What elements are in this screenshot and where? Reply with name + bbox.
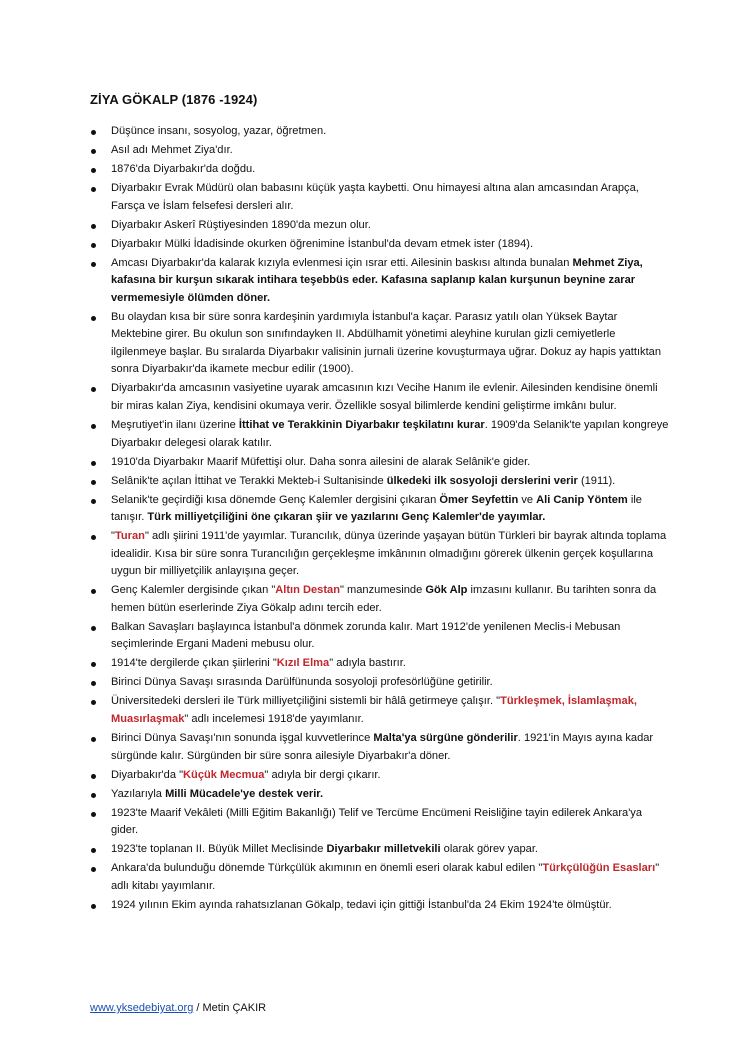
highlight-red-text: Altın Destan — [275, 584, 340, 597]
bullet-icon — [91, 626, 96, 631]
item-text: Yazılarıyla — [111, 787, 166, 800]
item-text: Amcası Diyarbakır'da kalarak kızıyla evlenmesi için ısrar etti. Ailesinin baskısı altında bunalan — [111, 256, 573, 269]
item-text: Birinci Dünya Savaşı sırasında Darülfünunda sosyoloji profesörlüğüne getirilir. — [111, 676, 493, 689]
bullet-icon — [91, 662, 96, 667]
item-text: (1911). — [577, 474, 616, 487]
list-item — [90, 897, 670, 915]
item-text: Balkan Savaşları başlayınca İstanbul'a dönmek zorunda kalır. Mart 1912'de yenilenen Meclis-i Mebusan seçimlerinde Ergani Madeni mebusu olur. — [111, 620, 621, 651]
list-item — [90, 582, 670, 617]
item-text: Üniversitedeki dersleri ile Türk milliyetçiliğini sistemli bir hâlâ getirmeye çalışır. " — [111, 695, 501, 708]
list-item — [90, 473, 670, 491]
highlight-red-text: Turan — [114, 530, 145, 543]
list-item — [90, 454, 670, 472]
item-text: 1910'da Diyarbakır Maarif Müfettişi olur. Daha sonra ailesini de alarak Selânik'e gider. — [111, 455, 531, 468]
list-item — [90, 841, 670, 859]
item-text: 1923'te toplanan II. Büyük Millet Meclisinde — [111, 843, 327, 856]
item-text: " manzumesinde — [340, 584, 426, 597]
bold-text: ülkedeki ilk sosyoloji derslerini verir — [386, 474, 578, 487]
bullet-icon — [91, 480, 96, 485]
item-text: 1876'da Diyarbakır'da doğdu. — [111, 162, 256, 175]
bullet-icon — [91, 262, 96, 267]
item-text: imzasını kullanır. Bu tarihten sonra da hemen bütün eserlerinde Ziya Gökalp adını tercih eder. — [111, 584, 657, 614]
item-text: ile tanışır. — [111, 493, 642, 524]
bold-text: Mehmet Ziya, kafasına bir kurşun sıkarak intihara teşebbüs eder. Kafasına saplanıp kalan kurşunun beynine zarar vermemesiyle ölümden döner. — [111, 256, 643, 304]
list-item — [90, 786, 670, 804]
item-text: " — [111, 530, 115, 543]
bullet-icon — [91, 812, 96, 817]
item-text: . 1921'in Mayıs ayına kadar sürgünde kalır. Sürgünden bir süre sonra ailesiyle Diyarbakır'a döner. — [111, 732, 654, 762]
list-item — [90, 161, 670, 179]
bullet-icon — [91, 867, 96, 872]
list-item — [90, 619, 670, 654]
bullet-icon — [91, 168, 96, 173]
bullet-icon — [91, 424, 96, 429]
bullet-icon — [91, 149, 96, 154]
list-item — [90, 255, 670, 308]
bold-text: Ali Canip Yöntem — [536, 493, 628, 506]
item-text: olarak görev yapar. — [440, 843, 539, 856]
footer-author: / Metin ÇAKIR — [193, 1002, 267, 1014]
item-text: Diyarbakır Evrak Müdürü olan babasını küçük yaşta kaybetti. Onu himayesi altına alan amcasından Arapça, Farsça ve İslam felsefesi dersleri alır. — [111, 181, 639, 212]
bullet-icon — [91, 904, 96, 909]
item-text: . 1909'da Selanik'te yapılan kongreye Diyarbakır delegesi olarak katılır. — [111, 419, 669, 449]
list-item — [90, 767, 670, 785]
bullet-icon — [91, 387, 96, 392]
bullet-icon — [91, 681, 96, 686]
item-text: 1924 yılının Ekim ayında rahatsızlanan Gökalp, tedavi için gittiği İstanbul'da 24 Ekim 1924'te ölmüştür. — [111, 898, 612, 911]
list-item — [90, 674, 670, 692]
highlight-red-text: Türkleşmek, İslamlaşmak, Muasırlaşmak — [111, 695, 637, 726]
bullet-icon — [91, 187, 96, 192]
bullet-icon — [91, 316, 96, 321]
item-text: " adlı kitabı yayımlanır. — [111, 862, 660, 892]
item-text: Bu olaydan kısa bir süre sonra kardeşinin yardımıyla İstanbul'a kaçar. Parasız yatılı olan Yüksek Baytar Mektebine girer. Bu okulun son sınıfındayken II. Abdülhamit yönetimi aleyhine kurulan gizli cemiyetlerle ilgilenmeye başlar. Bu sıralarda Diyarbakır valisinin jurnali üzerine kovuşturmaya uğrar. Dokuz ay hapis yattıktan sonra Diyarbakır'da ikamete mecbur edilir (1900). — [111, 310, 662, 376]
footer-link[interactable]: www.yksedebiyat.org — [90, 1002, 194, 1014]
item-text: Asıl adı Mehmet Ziya'dır. — [111, 143, 233, 156]
item-text: Düşünce insanı, sosyolog, yazar, öğretmen. — [111, 125, 327, 137]
bullet-icon — [91, 589, 96, 594]
bullet-icon — [91, 461, 96, 466]
bullet-icon — [91, 535, 96, 540]
bold-text: Ömer Seyfettin — [439, 493, 519, 506]
list-item — [90, 805, 670, 840]
list-item — [90, 860, 670, 895]
bullet-icon — [91, 774, 96, 779]
bullet-icon — [91, 130, 96, 135]
list-item — [90, 528, 670, 581]
item-text: ve — [518, 493, 537, 506]
bullet-icon — [91, 848, 96, 853]
highlight-red-text: Kızıl Elma — [276, 657, 330, 670]
item-text: Selânik'te açılan İttihat ve Terakki Mekteb-i Sultanisinde — [111, 474, 387, 487]
highlight-red-text: Türkçülüğün Esasları — [542, 862, 656, 875]
list-item — [90, 655, 670, 673]
item-text: Diyarbakır'da " — [111, 768, 184, 781]
item-text: Ankara'da bulunduğu dönemde Türkçülük akımının en önemli eseri olarak kabul edilen " — [111, 862, 543, 875]
list-item — [90, 236, 670, 254]
item-text: " adıyla bir dergi çıkarır. — [264, 768, 381, 781]
list-item — [90, 142, 670, 160]
bold-text: İttihat ve Terakkinin Diyarbakır teşkilatını kurar — [238, 419, 485, 432]
highlight-red-text: Küçük Mecmua — [183, 768, 265, 781]
item-text: " adlı incelemesi 1918'de yayımlanır. — [184, 713, 364, 726]
bold-text: Türk milliyetçiliğini öne çıkaran şiir ve yazılarını Genç Kalemler'de yayımlar. — [147, 511, 546, 524]
list-item — [90, 123, 670, 141]
item-text: Birinci Dünya Savaşı'nın sonunda işgal kuvvetlerince — [111, 732, 374, 745]
list-item — [90, 380, 670, 415]
list-item — [90, 693, 670, 728]
list-item — [90, 309, 670, 379]
bold-text: Diyarbakır milletvekili — [326, 843, 441, 856]
list-item — [90, 217, 670, 235]
item-text: " adıyla bastırır. — [329, 657, 406, 670]
item-text: Diyarbakır Askerî Rüştiyesinden 1890'da mezun olur. — [111, 218, 371, 231]
bold-text: Malta'ya sürgüne gönderilir — [373, 732, 518, 745]
bold-text: Gök Alp — [425, 584, 468, 597]
item-text: Meşrutiyet'in ilanı üzerine — [111, 419, 239, 432]
item-text: Diyarbakır'da amcasının vasiyetine uyarak amcasının kızı Vecihe Hanım ile evlenir. Ailesinden kendisine önemli bir miras kalan Ziya, kendisini okumaya verir. Özellikle sosyal bilimlerde kendini geliştirme imkânı bulur. — [111, 382, 658, 413]
bullet-icon — [91, 224, 96, 229]
bold-text: Milli Mücadele'ye destek verir. — [165, 787, 324, 800]
page-title: ZİYA GÖKALP (1876 -1924) — [90, 92, 258, 107]
list-item — [90, 492, 670, 527]
item-text: 1914'te dergilerde çıkan şiirlerini " — [111, 657, 277, 670]
bullet-icon — [91, 700, 96, 705]
item-text: Genç Kalemler dergisinde çıkan " — [111, 584, 276, 597]
list-item — [90, 730, 670, 765]
list-item — [90, 417, 670, 452]
item-text: Diyarbakır Mülki İdadisinde okurken öğrenimine İstanbul'da devam etmek ister (1894). — [111, 237, 534, 250]
bullet-list — [90, 123, 670, 916]
bullet-icon — [91, 243, 96, 248]
footer — [90, 1002, 266, 1014]
item-text: " adlı şiirini 1911'de yayımlar. Turancılık, dünya üzerinde yaşayan bütün Türkleri bir bayrak altında toplama idealidir. Kısa bir süre sonra Turancılığın gerçekleşme imkânının olmadığını görerek ülkenin gerçek koşullarına uygun bir milliyetçilik anlayışına geçer. — [111, 530, 667, 578]
bullet-icon — [91, 793, 96, 798]
list-item — [90, 180, 670, 215]
item-text: Selanik'te geçirdiği kısa dönemde Genç Kalemler dergisini çıkaran — [111, 493, 440, 506]
item-text: 1923'te Maarif Vekâleti (Milli Eğitim Bakanlığı) Telif ve Tercüme Encümeni Reisliğine tayin edilerek Ankara'ya gider. — [111, 806, 643, 837]
bullet-icon — [91, 499, 96, 504]
bullet-icon — [91, 737, 96, 742]
